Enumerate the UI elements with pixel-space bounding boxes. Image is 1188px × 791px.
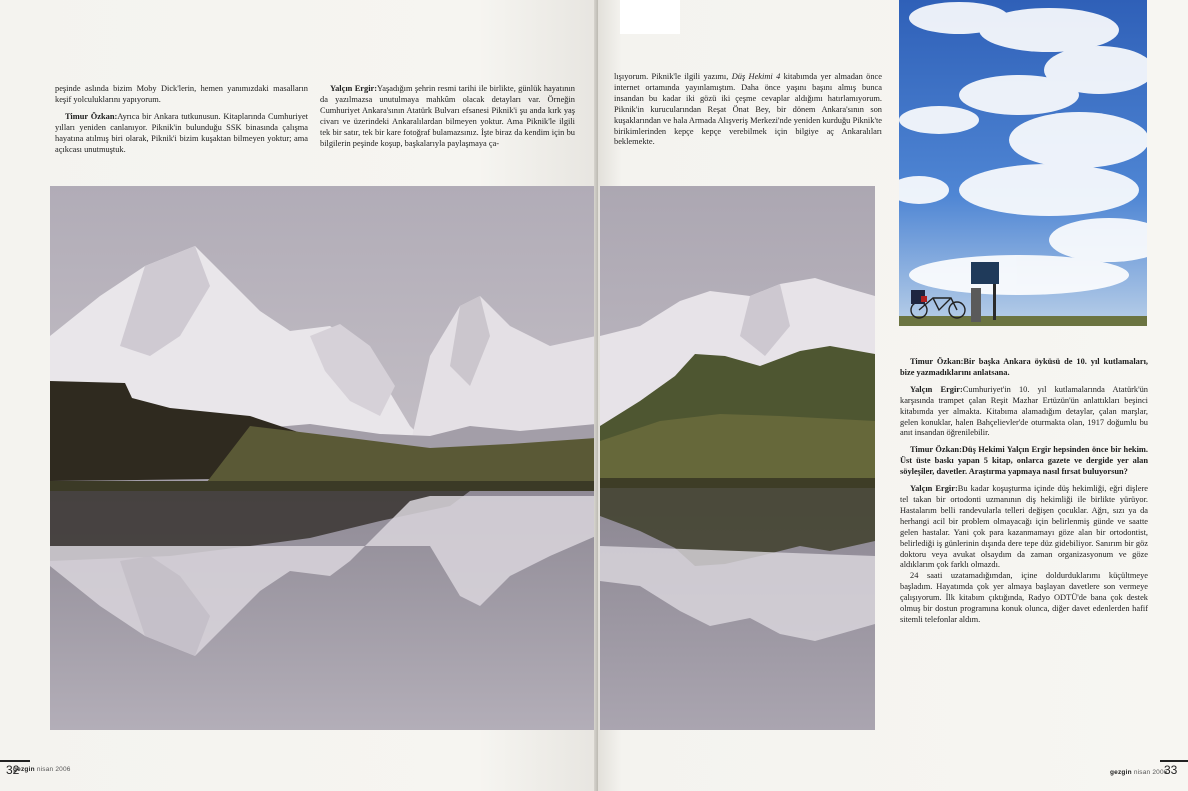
right-page [598, 0, 1188, 791]
paragraph [614, 72, 882, 148]
sky-bicycle-photo [899, 0, 1147, 326]
folio-rule [1160, 760, 1188, 762]
paragraph [900, 385, 1148, 440]
paragraph [320, 84, 575, 149]
paragraph-text: Yaşadığım şehrin resmi tarihi ile birlikte, günlük hayatının da yazılmazsa unutulmaya mahkûm olacak detayları var. Örneğin Cumhuriyet Ankara'sının Atatürk Bulvarı efsanesi Piknik'i şu anda kırk yaş civarı ve üzerindeki Ankaralılardan bilmeyen yoktur. Ama Piknik'le ilgili tek bir satır, tek bir kare fotoğraf bulamazsınız. İşte biraz da kendim için bu bilgilerin peşinde koşup, başkalarıyla paylaşmaya ça- [320, 84, 575, 148]
paragraph-text: kitabımda yer almadan önce internet ortamında yayınlamıştım. Daha önce yaşını başını almış bunca insandan bu kadar iki gözü iki çeşme cevaplar aldığımı hatırlamıyorum. Piknik'in kurucularından Reşat Önat Bey, bir dönem Ankara'sının son kuşaklarından ve hala Armada Alışveriş Merkezi'nde yeniden kurduğu Piknik'te birikimlerinden kepçe kepçe verebilmek için bilgiye aç Ankaralıları beklemekte. [614, 72, 882, 147]
page-number: 32 [6, 763, 20, 777]
magazine-name: gezgin nisan 2006 [1110, 769, 1168, 776]
interview-question: Timur Özkan:Düş Hekimi Yalçın Ergir hepsinden önce bir hekim. Üst üste baskı yapan 5 kitap, onlarca gazete ve dergide yer alan söyleşiler, davetler. Araştırma yapmaya nasıl fırsat buluyorsun? [900, 445, 1148, 477]
right-text-column-1 [614, 72, 882, 154]
page-number: 33 [1164, 763, 1178, 777]
mountain-lake-photo-right [600, 186, 875, 730]
right-text-column-2 [900, 357, 1148, 632]
page-folio-right [1160, 760, 1188, 777]
left-text-column-1 [55, 84, 308, 161]
book-title: Düş Hekimi 4 [731, 72, 781, 81]
speaker-label: Timur Özkan: [65, 111, 118, 121]
speaker-label: Yalçın Ergir: [910, 384, 963, 394]
paragraph-text: Ayrıca bir Ankara tutkunusun. Kitaplarında Cumhuriyet yılları yeniden canlanıyor. Piknik'in bulunduğu SSK binasında çalışma hayatına atılmış biri olarak, Piknik'i bizim kuşaktan bilmeyen yoktur; ama açıkcası unutmuştuk. [55, 111, 308, 154]
paragraph-text: lışıyorum. Piknik'le ilgili yazımı, [614, 72, 732, 81]
paragraph: 24 saati uzatamadığımdan, içine doldurduklarımı küçültmeye başladım. Hayatımda çok yer almaya başlayan davetlere son vermeye çalışıyorum. İlk kitabım çıktığında, Radyo ODTÜ'de bana çok destek olmuş bir dostun programına konuk olunca, diğer davet edenlerden hafif sitemli telefonlar aldım. [900, 571, 1148, 624]
left-text-column-2 [320, 84, 575, 155]
paragraph-text: Cumhuriyet'in 10. yıl kutlamalarında Atatürk'ün karşısında trampet çalan Reşit Mazhar Ertüzün'ün anlattıkları beşinci kitabımda yer almakta. Kitabıma alamadığım detaylar, çalan marşlar, gelen konuklar, halen Bahçelievler'de oturmakta olan, 1917 doğumlu bu anıt insandan öğrenilebilir. [900, 384, 1148, 438]
interview-question: Timur Özkan:Bir başka Ankara öyküsü de 10. yıl kutlamaları, bize yazmadıklarını anlatsana. [900, 357, 1148, 377]
paragraph [55, 112, 308, 156]
mountain-lake-photo-left [50, 186, 596, 730]
paragraph-text: Bu kadar koşuşturma içinde düş hekimliği, eğri dişlere tel takan bir ortodonti uzmanının diş hekimliği ile birlikte yürüyor. Hastalarım belli randevularla telleri değişen çocuklar. Ağrı, sızı ya da herhangi acil bir problem olmayacağı için belirlenmiş günde ve saatte gelen hastalar. Yani çok para kazanmamayı göze alan bir ortodontist, belirlediği iş günlerinin dışında dere tepe düz gidebiliyor. Sanırım bir göz doktoru veya avukat olsaydım da zaman organizasyonum ve göze aldıklarım çok farklı olmazdı. [900, 484, 1148, 570]
magazine-footer-right [1110, 761, 1168, 779]
page-corner-tab [620, 0, 680, 34]
paragraph [900, 484, 1148, 571]
speaker-label: Yalçın Ergir: [330, 84, 378, 93]
paragraph: peşinde aslında bizim Moby Dick'lerin, hemen yanımızdaki masalların keşif yolculuklarını yapıyorum. [55, 84, 308, 104]
magazine-name: gezgin nisan 2006 [13, 766, 71, 773]
magazine-footer-left [13, 758, 71, 776]
speaker-label: Yalçın Ergir: [910, 484, 958, 494]
